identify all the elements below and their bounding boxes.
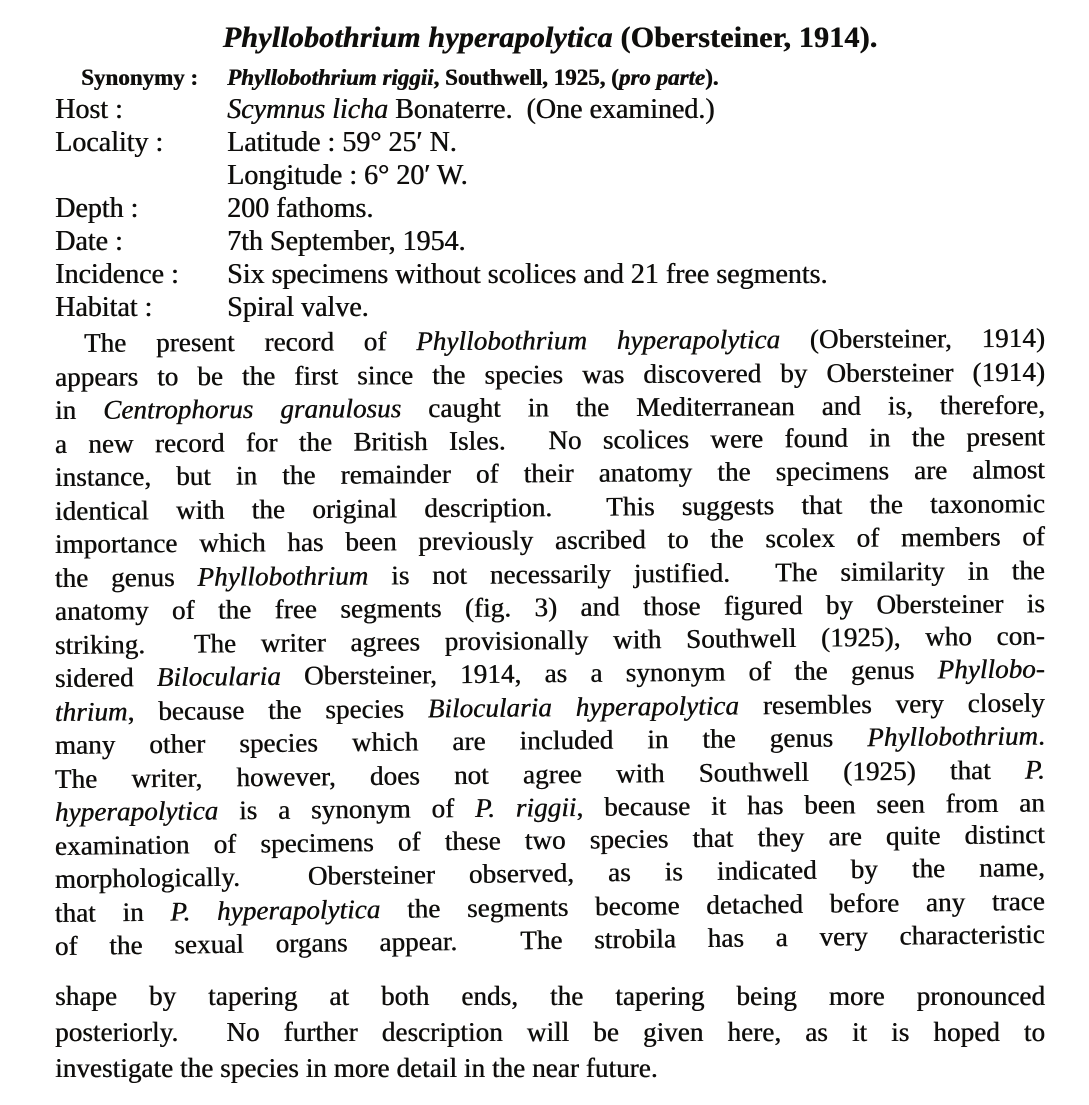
text-segment: Phyllobothrium hyperapolytica — [222, 21, 613, 54]
field-value — [227, 93, 1045, 126]
field-value — [227, 62, 1045, 93]
main-paragraph — [54, 322, 1045, 964]
metadata-row-date — [55, 225, 1045, 258]
metadata-row-locality-continued — [55, 159, 1045, 192]
text-segment: shape by tapering at both ends, the tapering being more pronounced — [55, 980, 1045, 1011]
text-segment: Longitude : 6° 20′ W. — [227, 160, 468, 191]
text-segment: The writer, however, does not agree with Southwell (1925) that — [54, 754, 1025, 794]
text-segment: . — [1037, 720, 1045, 751]
text-segment: is not necessarily justified. The similarity in the — [368, 554, 1045, 591]
text-segment: Phyllobothrium riggii — [227, 65, 434, 90]
closing-paragraph — [55, 978, 1045, 1086]
text-segment: in — [54, 394, 104, 426]
text-segment: , because the species — [127, 692, 428, 726]
metadata-row-locality — [55, 126, 1045, 159]
text-segment: (Obersteiner, 1914). — [612, 21, 878, 54]
text-segment: the genus — [54, 561, 198, 593]
text-segment: 200 fathoms. — [227, 193, 374, 224]
text-segment: Centrophorus granulosus — [102, 393, 402, 425]
text-line — [55, 978, 1045, 1014]
metadata-row-habitat — [55, 291, 1045, 324]
text-segment: P. hyperapolytica — [170, 893, 381, 927]
text-segment: Scymnus licha — [227, 94, 388, 125]
field-label: Incidence : — [55, 259, 179, 290]
text-segment: many other species which are included in the genus — [54, 722, 868, 761]
text-segment: Six specimens without scolices and 21 free segments. — [227, 259, 828, 290]
field-value — [227, 192, 1045, 225]
text-segment: examination of specimens of these two species that they are quite distinct — [54, 818, 1045, 861]
field-value — [227, 291, 1045, 324]
text-segment: Phyllobothrium — [866, 720, 1039, 753]
text-segment: posteriorly. No further description will be given here, as it is hoped to — [55, 1016, 1045, 1047]
text-segment: , because it has been seen from an — [576, 787, 1045, 822]
metadata-row-incidence — [55, 258, 1045, 291]
text-segment: morphologically. Obersteiner observed, as is indicated by the name, — [54, 851, 1045, 895]
text-line — [55, 1050, 1045, 1086]
text-segment: resembles very closely — [738, 686, 1045, 720]
text-segment: pro parte — [618, 65, 705, 90]
metadata-fields — [55, 62, 1045, 324]
text-segment: 7th September, 1954. — [227, 226, 466, 257]
field-label — [55, 159, 227, 192]
text-segment: Obersteiner, 1914, as a synonym of the genus — [280, 654, 938, 691]
text-segment: P. riggii — [474, 791, 577, 823]
text-line — [55, 355, 1045, 394]
text-segment: hyperapolytica — [54, 795, 219, 828]
metadata-row-host — [55, 93, 1045, 126]
text-segment: thrium — [54, 695, 128, 727]
field-value — [227, 159, 1045, 192]
text-segment: Bilocularia hyperapolytica — [427, 689, 740, 723]
text-segment: anatomy of the free segments (fig. 3) and those figured by Obersteiner is — [54, 588, 1045, 627]
text-segment: a new record for the British Isles. No scolices were found in the present — [54, 420, 1045, 459]
text-segment: caught in the Mediterranean and is, therefore, — [401, 389, 1045, 424]
text-segment: Latitude : 59° 25′ N. — [227, 127, 457, 158]
field-value — [227, 258, 1045, 291]
text-segment: ). — [704, 65, 719, 90]
text-line — [55, 322, 1045, 361]
text-segment: Spiral valve. — [227, 292, 369, 323]
text-segment: sidered — [54, 662, 157, 694]
text-segment: the segments become detached before any trace — [380, 885, 1045, 924]
text-segment: that in — [54, 896, 171, 928]
text-segment: Bonaterre. (One examined.) — [387, 94, 715, 125]
field-label: Depth : — [55, 193, 139, 224]
field-label: Synonymy : — [81, 65, 198, 90]
text-segment: importance which has been previously ascribed to the scolex of members of — [54, 521, 1045, 560]
text-segment: identical with the original description. This suggests that the taxonomic — [54, 487, 1045, 526]
text-segment: of the sexual organs appear. The strobila has a very characteristic — [54, 918, 1045, 962]
metadata-row-depth — [55, 192, 1045, 225]
text-segment: is a synonym of — [218, 792, 476, 826]
text-segment: Phyllobothrium — [197, 560, 369, 592]
field-value — [227, 126, 1045, 159]
field-label: Date : — [55, 226, 123, 257]
text-segment: instance, but in the remainder of their anatomy the specimens are almost — [54, 454, 1045, 493]
text-segment: striking. The writer agrees provisionally with Southwell (1925), who con- — [54, 619, 1045, 660]
metadata-row-synonymy — [55, 62, 1045, 93]
field-label: Habitat : — [55, 292, 153, 323]
species-title — [55, 16, 1045, 60]
field-label: Host : — [55, 94, 123, 125]
text-segment: The present record of — [83, 326, 417, 358]
text-segment: Phyllobothrium hyperapolytica — [415, 324, 781, 357]
text-segment: Phyllobo- — [937, 653, 1045, 685]
field-value — [227, 225, 1045, 258]
text-line — [55, 1014, 1045, 1050]
text-segment: (Obersteiner, 1914) — [779, 322, 1045, 355]
text-segment: investigate the species in more detail in the near future. — [55, 1052, 658, 1083]
field-label: Locality : — [55, 127, 164, 158]
text-segment: P. — [1024, 753, 1045, 785]
text-segment: appears to be the first since the species was discovered by Obersteiner (1914) — [54, 356, 1045, 392]
text-segment: Bilocularia — [156, 660, 281, 693]
text-segment: , Southwell, 1925, ( — [433, 65, 619, 90]
